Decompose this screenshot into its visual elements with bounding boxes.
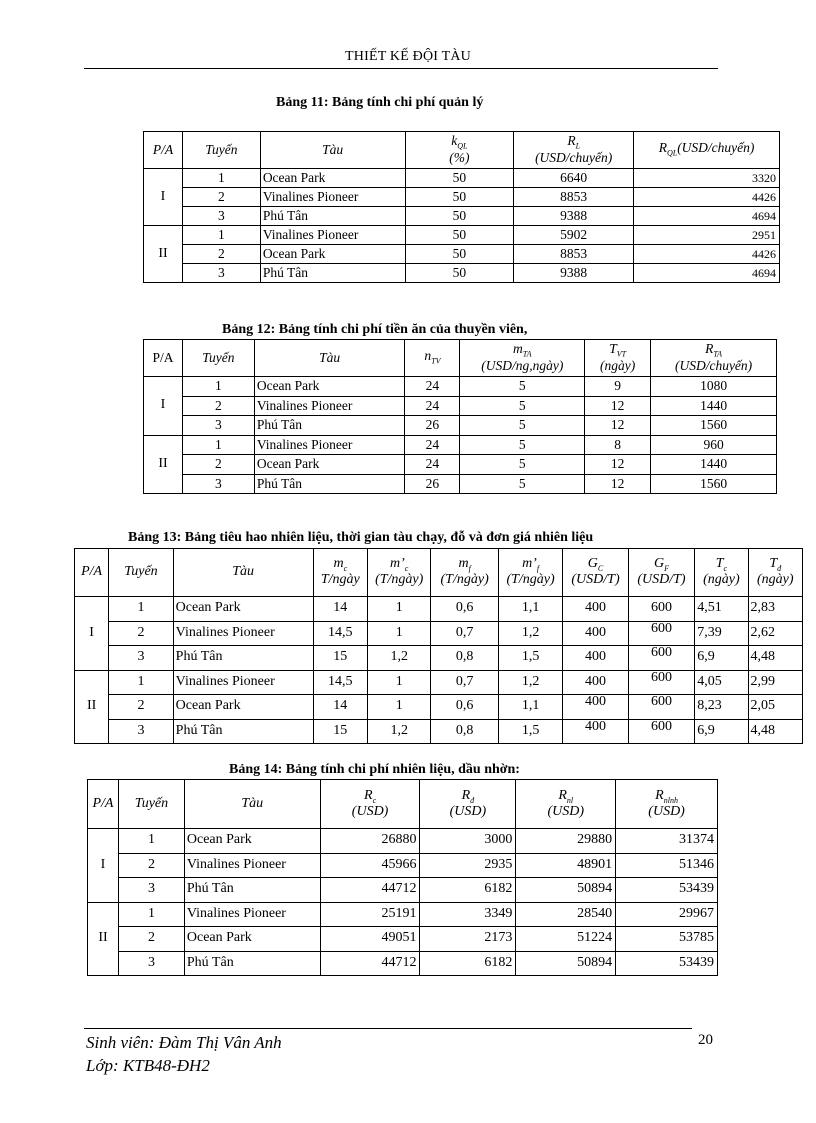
col-header-tuyen: Tuyến [118,780,184,829]
table-cell: 7,39 [695,621,748,646]
header-text: QL [457,142,468,152]
table-11-caption: Bảng 11: Bảng tính chi phí quản lý [276,95,484,110]
table-cell: 400 [563,597,628,622]
header-text: m [458,556,469,572]
table-cell: 31374 [616,829,718,854]
table-cell: 28540 [516,902,616,927]
table-cell: 1080 [651,377,777,397]
pa-cell: I [144,169,183,226]
table-row [144,169,780,188]
col-header-gf [628,549,694,597]
header-text: (USD/chuyến) [677,140,755,156]
table-cell: 50894 [516,878,616,903]
col-header-mpc [367,549,430,597]
table-cell: Phú Tân [254,416,405,436]
table-cell: 1 [182,226,260,245]
header-text: T/ngày [320,572,360,588]
header-text: c [404,563,409,573]
table-cell: 6,9 [695,719,748,744]
table-cell: 400 [563,719,628,744]
table-header-row [88,780,718,829]
table-cell: 3 [182,416,254,436]
table-cell: 50 [405,169,514,188]
col-header-tc [695,549,748,597]
col-header-tau: Tàu [184,780,320,829]
header-text: m [333,556,344,572]
header-text: (USD/chuyến) [674,358,753,374]
table-cell: Phú Tân [184,951,320,976]
table-cell: 400 [563,621,628,646]
header-text: T [715,556,724,572]
table-cell: 5902 [514,226,634,245]
header-text: (T/ngày) [506,572,555,588]
header-text: nl [566,795,574,805]
header-text: (USD/chuyến) [535,150,613,166]
header-text: TA [522,350,532,360]
header-text: VT [616,350,627,360]
table-cell: 50 [405,226,514,245]
table-row [144,455,777,475]
table-cell: 2,83 [748,597,802,622]
table-cell: Phú Tân [184,878,320,903]
table-row [88,927,718,952]
col-header-ntv [405,340,460,377]
table-cell: 2 [182,188,260,207]
header-text: F [664,563,669,573]
table-row [88,853,718,878]
header-text: R [364,787,373,803]
table-cell: Vinalines Pioneer [184,853,320,878]
table-cell: 0,8 [431,646,498,671]
table-row [88,829,718,854]
table-cell: 26 [405,474,460,494]
table-cell: 12 [585,474,651,494]
table-cell: 1,5 [498,646,562,671]
header-text: R [705,341,714,357]
table-cell: 3320 [634,169,780,188]
table-cell: 1560 [651,474,777,494]
header-text: C [597,563,604,573]
table-row [144,245,780,264]
table-cell: 24 [405,377,460,397]
table-cell: 4,48 [748,719,802,744]
table-cell: 4694 [634,264,780,283]
footer-class: Lớp: KTB48-ĐH2 [86,1056,210,1075]
table-cell: 1,2 [367,646,430,671]
table-cell: 8 [585,435,651,455]
table-cell: 8,23 [695,695,748,720]
table-cell: 51224 [516,927,616,952]
table-cell: 1 [367,695,430,720]
header-text: c [372,795,377,805]
table-cell: 1 [367,670,430,695]
col-header-tuyen: Tuyến [182,340,254,377]
table-cell: 6,9 [695,646,748,671]
table-cell: 3 [182,264,260,283]
table-cell: 1440 [651,396,777,416]
header-text: G [653,556,665,572]
table-14 [87,779,718,976]
table-cell: 5 [460,435,585,455]
table-cell: 9 [585,377,651,397]
col-header-mc [313,549,367,597]
header-text: c [343,563,348,573]
header-text: R [461,787,471,803]
table-cell: 2,05 [748,695,802,720]
header-text: m [513,341,523,357]
page-header-title: THIẾT KẾ ĐỘI TÀU [345,49,471,64]
table-cell: 9388 [514,207,634,226]
table-cell: 1 [367,597,430,622]
header-text: đ [470,795,475,805]
pa-cell: II [144,435,183,494]
table-cell: 44712 [320,878,420,903]
table-cell: 26 [405,416,460,436]
table-cell: Vinalines Pioneer [184,902,320,927]
table-cell: 2 [182,396,254,416]
header-text: f [468,563,471,573]
header-text: (USD) [449,803,487,819]
table-cell: 600 [628,646,694,671]
table-cell: 5 [460,396,585,416]
col-header-mpf [498,549,562,597]
header-text: k [451,133,458,149]
header-text: (USD) [351,803,389,819]
table-cell: 4426 [634,188,780,207]
pa-cell: I [144,377,183,436]
col-header-mf [431,549,498,597]
table-cell: 4,51 [695,597,748,622]
table-row [144,207,780,226]
table-cell: 1,5 [498,719,562,744]
header-text: TA [713,350,723,360]
table-cell: 3 [182,207,260,226]
header-text: R [658,140,667,156]
table-cell: 960 [651,435,777,455]
table-cell: 3349 [420,902,516,927]
table-cell: Ocean Park [184,927,320,952]
footer-student: Sinh viên: Đàm Thị Vân Anh [86,1033,282,1052]
table-cell: 0,7 [431,670,498,695]
header-text: R [558,787,567,803]
table-cell: 2,62 [748,621,802,646]
table-cell: 3 [109,719,173,744]
table-cell: 1 [118,902,184,927]
table-cell: 0,6 [431,695,498,720]
pa-cell: II [75,670,109,744]
table-row [75,597,803,622]
footer-divider [84,1028,692,1029]
table-cell: 600 [628,621,694,646]
header-text: (USD) [547,803,584,819]
header-text: (ngày) [757,572,794,588]
col-header-pa: P/A [88,780,119,829]
header-text: (ngày) [703,572,740,588]
table-cell: Ocean Park [260,169,405,188]
table-cell: 53439 [616,951,718,976]
table-row [144,474,777,494]
table-cell: Phú Tân [260,264,405,283]
table-cell: Ocean Park [173,597,313,622]
table-cell: 600 [628,695,694,720]
table-row [144,416,777,436]
table-cell: Phú Tân [254,474,405,494]
table-row [144,264,780,283]
col-header-tuyen: Tuyến [109,549,173,597]
table-row [75,670,803,695]
table-cell: 1 [182,435,254,455]
table-cell: 50 [405,207,514,226]
table-cell: 3000 [420,829,516,854]
table-cell: 400 [563,670,628,695]
col-header-pa: P/A [144,132,183,169]
table-cell: 0,8 [431,719,498,744]
col-header-rta [651,340,777,377]
table-cell: 5 [460,377,585,397]
table-cell: Vinalines Pioneer [173,621,313,646]
table-cell: 1,2 [498,670,562,695]
col-header-tau: Tàu [260,132,405,169]
table-row [88,878,718,903]
col-header-kql [405,132,514,169]
col-header-rd [420,780,516,829]
header-text: đ [777,563,782,573]
header-text: (ngày) [600,358,636,374]
table-cell: 2173 [420,927,516,952]
table-header-row [144,340,777,377]
header-text: G [587,556,598,572]
table-13-caption: Bảng 13: Bảng tiêu hao nhiên liệu, thời gian tàu chạy, đỗ và đơn giá nhiên liệu [128,530,594,545]
header-text: c [723,563,728,573]
table-cell: 2 [109,621,173,646]
table-cell: 3 [109,646,173,671]
table-row [144,188,780,207]
table-cell: 5 [460,455,585,475]
header-text: m’ [522,556,537,572]
header-text: (USD/T) [637,572,686,588]
table-cell: 29880 [516,829,616,854]
table-cell: 1 [118,829,184,854]
table-cell: Ocean Park [254,377,405,397]
table-cell: 50 [405,264,514,283]
table-cell: 2 [118,853,184,878]
table-cell: 49051 [320,927,420,952]
header-text: T [769,556,778,572]
table-cell: 2,99 [748,670,802,695]
header-text: (%) [449,150,470,166]
pa-cell: I [88,829,119,903]
table-row [144,435,777,455]
table-cell: 1 [182,377,254,397]
page-number: 20 [698,1032,713,1048]
table-13 [74,548,803,744]
table-cell: 4,05 [695,670,748,695]
col-header-pa: P/A [75,549,109,597]
table-14-caption: Bảng 14: Bảng tính chi phí nhiên liệu, dầu nhờn: [229,762,520,777]
table-row [144,396,777,416]
table-cell: 4,48 [748,646,802,671]
table-cell: 1 [109,670,173,695]
table-cell: 14,5 [313,621,367,646]
table-cell: 29967 [616,902,718,927]
table-11 [143,131,780,283]
table-cell: 14,5 [313,670,367,695]
table-cell: Vinalines Pioneer [260,226,405,245]
table-cell: 53439 [616,878,718,903]
table-cell: 8853 [514,245,634,264]
table-cell: 53785 [616,927,718,952]
table-cell: 1560 [651,416,777,436]
table-cell: 5 [460,416,585,436]
table-cell: 15 [313,646,367,671]
col-header-rnl [516,780,616,829]
table-12 [143,339,777,494]
col-header-rnlnh [616,780,718,829]
header-text: (USD) [648,803,685,819]
pa-cell: II [88,902,119,976]
table-cell: 2 [109,695,173,720]
table-cell: 48901 [516,853,616,878]
table-cell: 50 [405,188,514,207]
col-header-rql [634,132,780,169]
header-text: R [567,133,576,149]
col-header-tau: Tàu [254,340,405,377]
table-cell: 24 [405,396,460,416]
table-row [144,226,780,245]
table-cell: 1,1 [498,695,562,720]
table-cell: 9388 [514,264,634,283]
table-cell: 24 [405,435,460,455]
table-cell: 50 [405,245,514,264]
col-header-pa: P/A [144,340,183,377]
table-12-caption: Bảng 12: Bảng tính chi phí tiền ăn của thuyền viên, [222,322,528,337]
col-header-rc [320,780,420,829]
table-row [75,719,803,744]
table-cell: 45966 [320,853,420,878]
table-cell: 0,6 [431,597,498,622]
col-header-mta [460,340,585,377]
table-cell: 2935 [420,853,516,878]
table-cell: Phú Tân [173,646,313,671]
table-cell: 4426 [634,245,780,264]
col-header-gc [563,549,628,597]
table-cell: 400 [563,646,628,671]
table-cell: 1,2 [367,719,430,744]
table-cell: 3 [118,951,184,976]
table-cell: Ocean Park [184,829,320,854]
header-text: (T/ngày) [440,572,489,588]
table-cell: 6182 [420,878,516,903]
table-cell: 600 [628,597,694,622]
table-cell: 1 [109,597,173,622]
table-cell: 12 [585,416,651,436]
table-cell: 14 [313,597,367,622]
table-row [144,377,777,397]
table-cell: 4694 [634,207,780,226]
col-header-rl [514,132,634,169]
table-cell: Ocean Park [173,695,313,720]
table-cell: 12 [585,455,651,475]
col-header-tuyen: Tuyến [182,132,260,169]
col-header-tvt [585,340,651,377]
table-cell: Vinalines Pioneer [254,396,405,416]
table-cell: 400 [563,695,628,720]
table-cell: 14 [313,695,367,720]
header-text: T [609,341,617,357]
table-row [75,646,803,671]
table-cell: 2951 [634,226,780,245]
pa-cell: II [144,226,183,283]
table-cell: 1,2 [498,621,562,646]
header-text: L [575,142,581,152]
table-cell: 6182 [420,951,516,976]
table-cell: Ocean Park [254,455,405,475]
table-cell: 2 [182,245,260,264]
header-text: (USD/T) [571,572,620,588]
table-row [75,695,803,720]
header-text: (USD/ng,ngày) [481,358,564,374]
col-header-td [748,549,802,597]
table-cell: 51346 [616,853,718,878]
header-text: QL [666,149,678,159]
table-cell: 24 [405,455,460,475]
table-cell: 1440 [651,455,777,475]
table-cell: 1 [182,169,260,188]
table-row [88,951,718,976]
table-cell: 2 [182,455,254,475]
table-row [75,621,803,646]
table-cell: 1,1 [498,597,562,622]
pa-cell: I [75,597,109,671]
table-header-row [75,549,803,597]
header-text: nlnh [663,795,678,805]
header-text: f [536,563,540,573]
col-header-tau: Tàu [173,549,313,597]
table-cell: 8853 [514,188,634,207]
table-cell: Vinalines Pioneer [254,435,405,455]
table-cell: Phú Tân [260,207,405,226]
table-cell: Phú Tân [173,719,313,744]
table-cell: Vinalines Pioneer [260,188,405,207]
table-cell: 26880 [320,829,420,854]
table-cell: 12 [585,396,651,416]
table-cell: 3 [182,474,254,494]
table-cell: 2 [118,927,184,952]
table-cell: 6640 [514,169,634,188]
table-cell: 15 [313,719,367,744]
table-cell: 5 [460,474,585,494]
table-cell: 1 [367,621,430,646]
header-divider [84,68,718,69]
table-cell: 600 [628,670,694,695]
table-cell: Ocean Park [260,245,405,264]
header-text: (T/ngày) [375,572,424,588]
table-header-row [144,132,780,169]
table-row [88,902,718,927]
header-text: TV [431,357,441,367]
table-cell: 25191 [320,902,420,927]
table-cell: 50894 [516,951,616,976]
table-cell: 0,7 [431,621,498,646]
header-text: R [655,787,664,803]
table-cell: Vinalines Pioneer [173,670,313,695]
header-text: m’ [390,556,405,572]
table-cell: 600 [628,719,694,744]
table-cell: 3 [118,878,184,903]
table-cell: 44712 [320,951,420,976]
header-text: n [424,348,432,364]
